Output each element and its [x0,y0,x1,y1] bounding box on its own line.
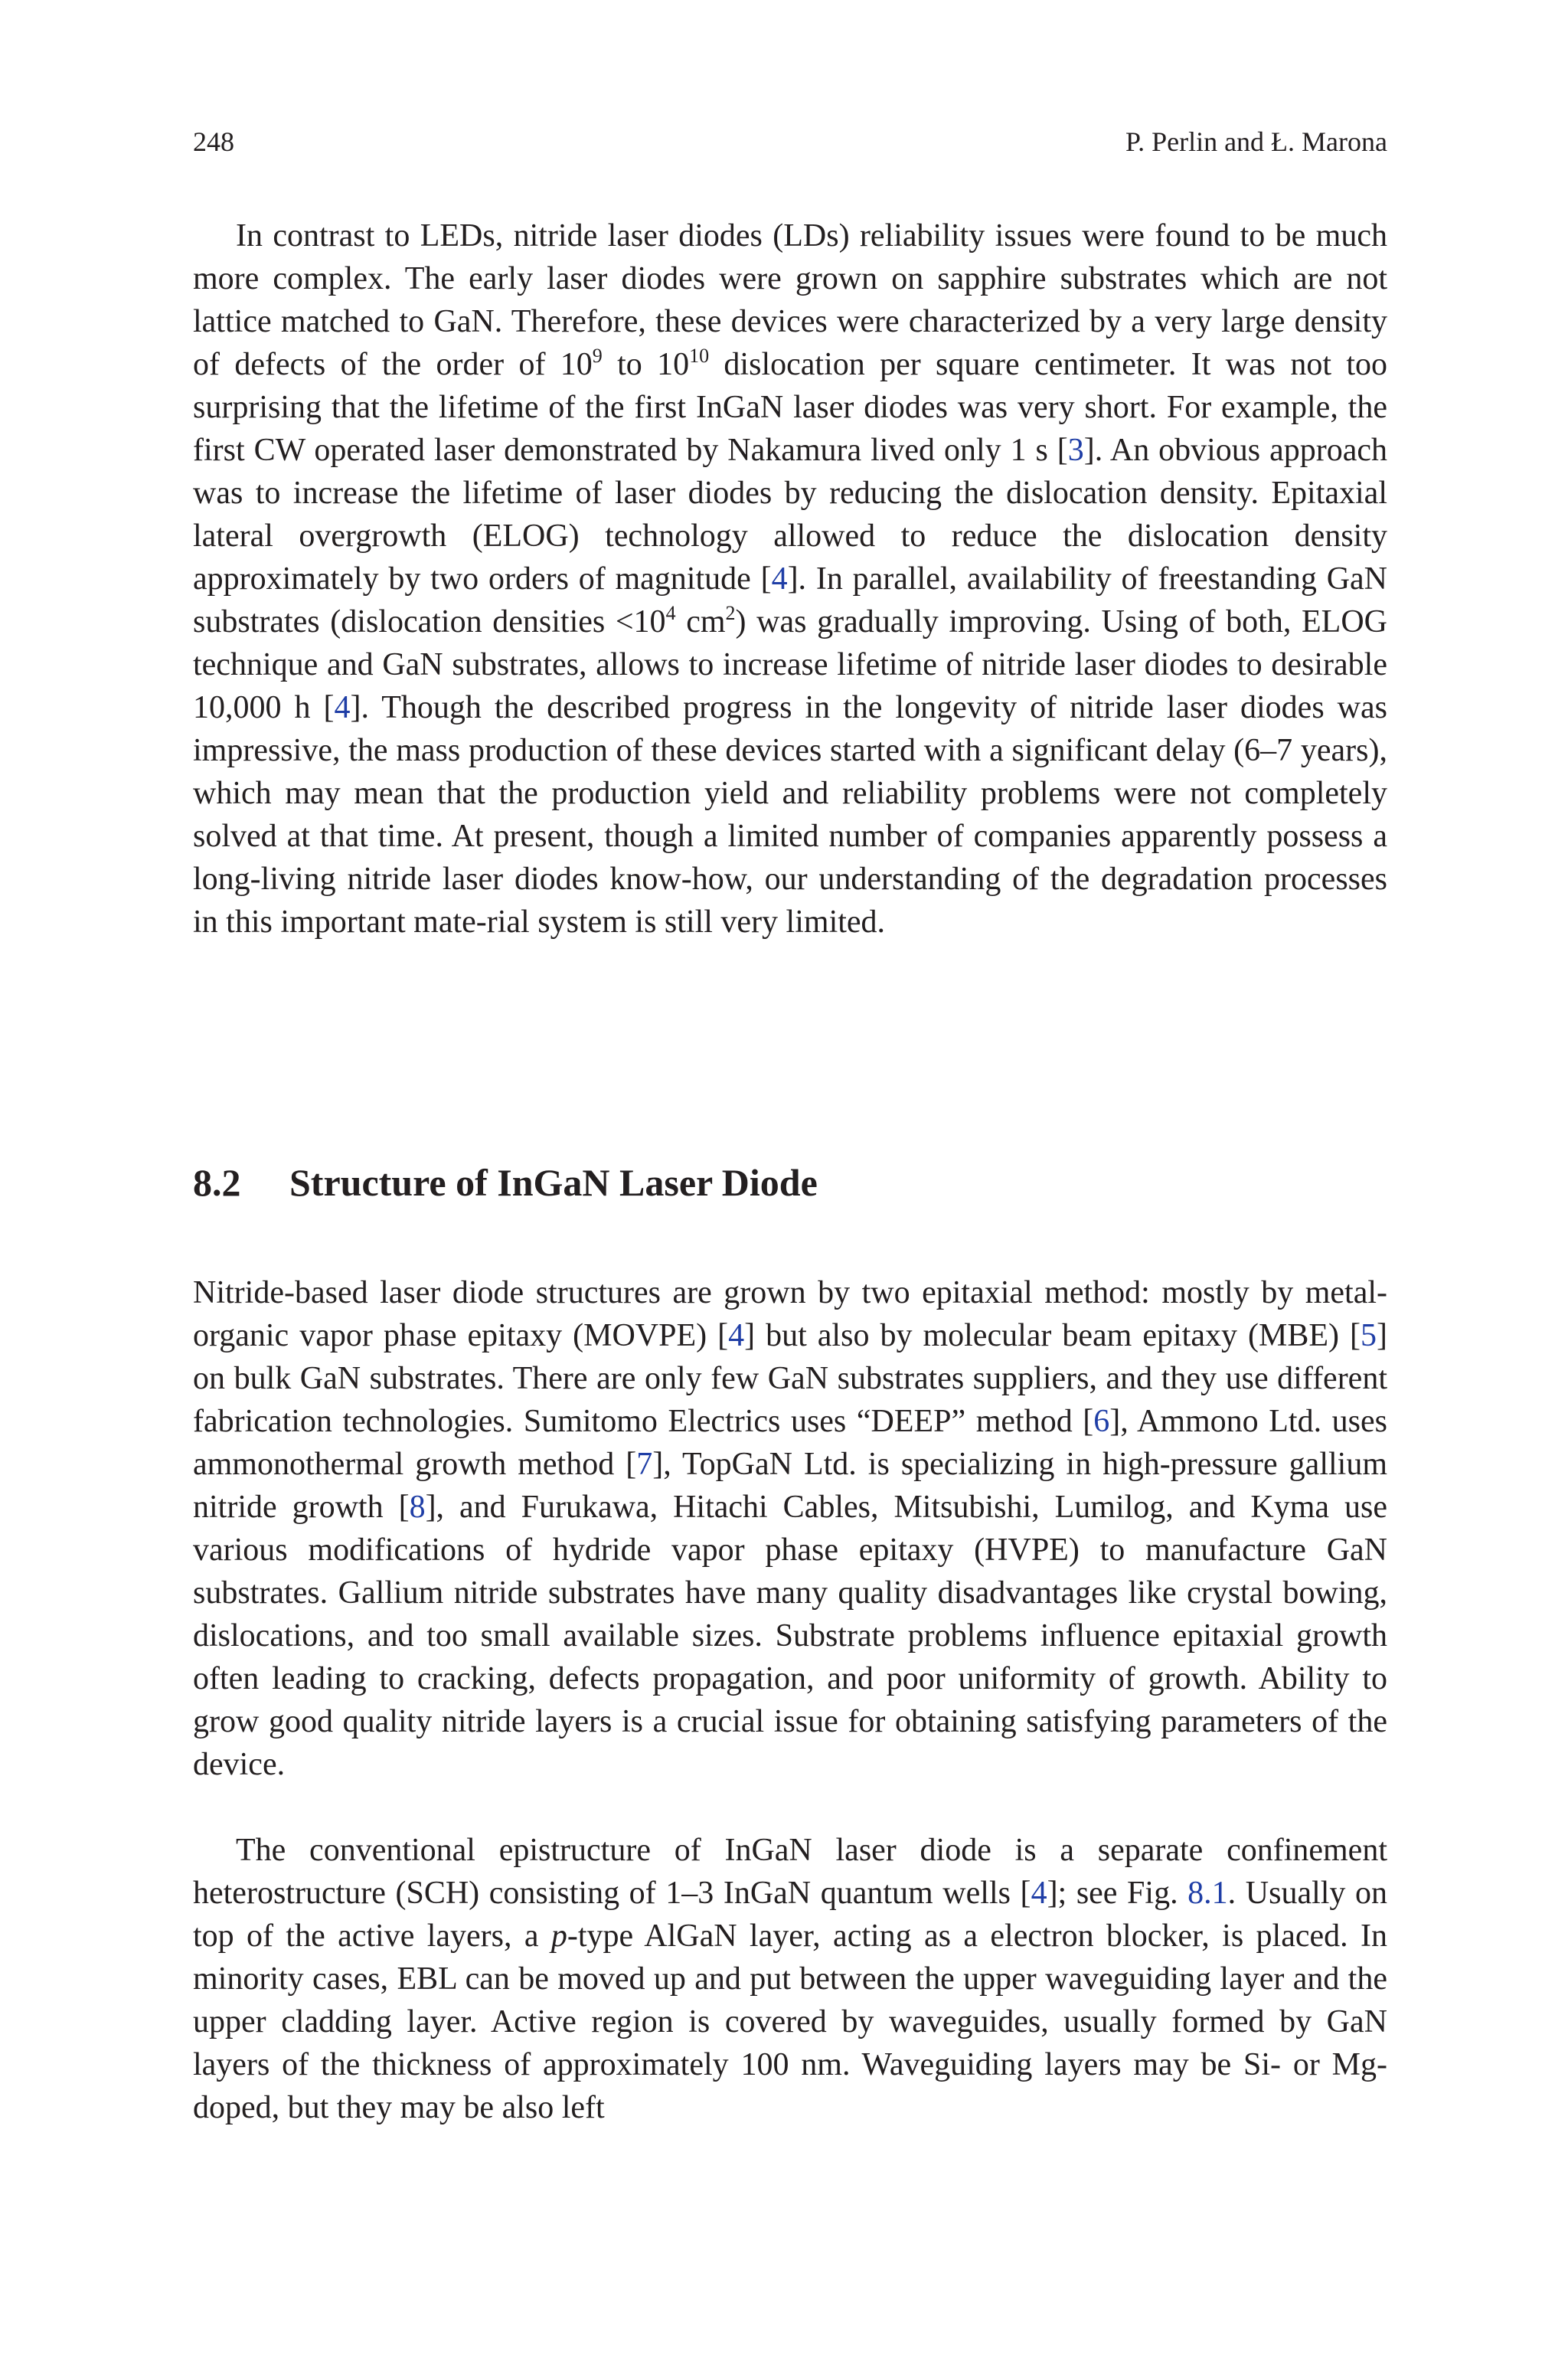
citation-link[interactable]: 7 [636,1447,653,1482]
superscript-exponent: 9 [592,345,603,367]
section-title: Structure of InGaN Laser Diode [289,1161,818,1204]
running-head-authors: P. Perlin and Ł. Marona [1125,126,1387,157]
figure-link[interactable]: 8.1 [1187,1876,1228,1911]
section-heading [193,1158,1387,1207]
section-number: 8.2 [193,1161,241,1204]
superscript-exponent: 4 [665,602,676,624]
citation-link[interactable]: 4 [771,561,788,597]
citation-link[interactable]: 3 [1067,433,1084,468]
citation-link[interactable]: 4 [334,690,351,725]
citation-link[interactable]: 4 [1031,1876,1047,1911]
superscript-exponent: 10 [689,345,710,367]
paragraph-ld-reliability: In contrast to LEDs, nitride laser diodes (LDs) reliability issues were found to be much more complex. The early laser diodes were grown on sapphire substrates which are not lattice matched to GaN. Therefore, these devices were characterized by a very large density of defects of the order of $10^9$ to $10^{10}$ dislocation per square centimeter. It was not too surprising that the lifetime of the first InGaN laser diodes was very short. For example, the first CW operated laser demonstrated by Nakamura lived only 1 s [3]. An obvious approach was to increase the lifetime of laser diodes by reducing the dislocation density. Epitaxial lateral overgrowth (ELOG) technology allowed to reduce the dislocation density approximately by two orders of magnitude [4]. In parallel, availability of freestanding GaN substrates (dislocation densities $<10^4$ $cm^2$) was gradually improving. Using of both, ELOG technique and GaN substrates, allows to increase lifetime of nitride laser diodes to desirable 10,000 h [4]. Though the described progress in the longevity of nitride laser diodes was impressive, the mass production of these devices started with a significant delay (6–7 years), which may mean that the production yield and reliability problems were not completely solved at that time. At present, though a limited number of companies apparently possess a long-living nitride laser diodes know-how, our understanding of the degradation processes in this important mate-rial system is still very limited. [193,218,1388,940]
superscript-exponent: 2 [725,602,736,624]
citation-link[interactable]: 6 [1093,1404,1110,1439]
citation-link[interactable]: 5 [1361,1318,1377,1353]
page-number: 248 [193,126,234,157]
paragraph-epistructure: The conventional epistructure of InGaN laser diode is a separate confinement heterostructure (SCH) consisting of 1–3 InGaN quantum wells [4]; see Fig. 8.1. Usually on top of the active layers, a p-type AlGaN layer, acting as a electron blocker, is placed. In minority cases, EBL can be moved up and put between the upper waveguiding layer and the upper cladding layer. Active region is covered by waveguides, usually formed by GaN layers of the thickness of approximately 100 nm. Waveguiding layers may be Si- or Mg-doped, but they may be also left [193,1833,1388,2125]
paragraph-growth-methods: Nitride-based laser diode structures are grown by two epitaxial method: mostly by metal-organic vapor phase epitaxy (MOVPE) [4] but also by molecular beam epitaxy (MBE) [5] on bulk GaN substrates. There are only few GaN substrates suppliers, and they use different fabrication technologies. Sumitomo Electrics uses “DEEP” method [6], Ammono Ltd. uses ammonothermal growth method [7], TopGaN Ltd. is specializing in high-pressure gallium nitride growth [8], and Furukawa, Hitachi Cables, Mitsubishi, Lumilog, and Kyma use various modifications of hydride vapor phase epitaxy (HVPE) to manufacture GaN substrates. Gallium nitride substrates have many quality disadvantages like crystal bowing, dislocations, and too small available sizes. Substrate problems influence epitaxial growth often leading to cracking, defects propagation, and poor uniformity of growth. Ability to grow good quality nitride layers is a crucial issue for obtaining satisfying parameters of the device. [193,1275,1387,1782]
citation-link[interactable]: 4 [728,1318,745,1353]
citation-link[interactable]: 8 [409,1490,426,1525]
italic-p: p [550,1918,567,1954]
